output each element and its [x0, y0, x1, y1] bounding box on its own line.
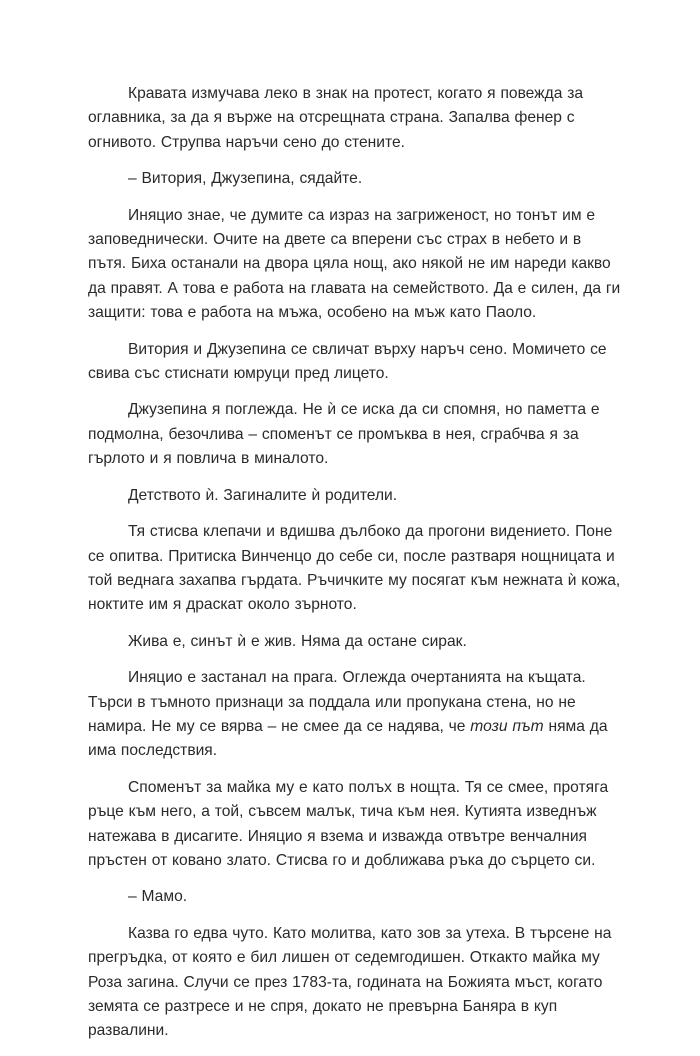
paragraph: Казва го едва чуто. Като молитва, като зов за утеха. В търсене на прегръдка, от която е бил лишен от седемгодишен. Откакто майка му Роза загина. Случи се през 1783-та, годината на Божията мъст, когато земята се разтресе и не спря, докато не превърна Баняра в куп развалини. [88, 924, 612, 1040]
paragraph-text: Иняцио е застанал на прага. Оглежда очертанията на къщата. Търси в тъмното признаци за поддала или пропукана стена, но не намира. Не му се вярва – не смее да се надява, че [88, 669, 586, 735]
paragraph: Тя стисва клепачи и вдишва дълбоко да прогони видението. Поне се опитва. Притиска Винченцо до себе си, после разтваря нощницата и той веднага захапва гърдата. Ръчичките му посягат към нежната ѝ кожа, ноктите им я драскат около зърното. [88, 523, 621, 614]
paragraph-text: няма да има последствия. [88, 717, 608, 760]
emphasized-text: този път [470, 717, 544, 735]
paragraph: Джузепина я поглежда. Не ѝ се иска да си спомня, но паметта е подмолна, безочлива – споменът се промъква в нея, сграбчва я за гърлото и я повлича в миналото. [88, 401, 600, 468]
paragraph: – Мамо. [128, 888, 188, 906]
paragraph-with-emphasis [88, 666, 623, 764]
paragraph: – Витория, Джузепина, сядайте. [128, 170, 363, 188]
paragraph: Детството ѝ. Загиналите ѝ родители. [128, 486, 398, 504]
paragraph: Витория и Джузепина се свличат върху наръч сено. Момичето се свива със стиснати юмруци пред лицето. [88, 340, 607, 383]
paragraph: Кравата измучава леко в знак на протест, когато я повежда за оглавника, за да я върже на отсрещната страна. Запалва фенер с огнивото. Струпва наръчи сено до стените. [88, 85, 584, 151]
paragraph: Иняцио знае, че думите са израз на загриженост, но тонът им е заповеднически. Очите на двете са вперени със страх в небето и в пътя. Биха останали на двора цяла нощ, ако някой не им нареди какво да правят. А това е работа на главата на семейството. Да е силен, да ги защити: това е работа на мъжа, особено на мъж като Паоло. [88, 206, 621, 322]
paragraph: Споменът за майка му е като полъх в нощта. Тя се смее, протяга ръце към него, а той, съвсем малък, тича към нея. Кутията изведнъж натежава в дисагите. Иняцио я взема и изважда отвътре венчалния пръстен от ковано злато. Стисва го и доближава ръка до сърцето си. [88, 778, 609, 869]
paragraph: Жива е, синът ѝ е жив. Няма да остане сирак. [128, 632, 467, 650]
document-page [88, 82, 623, 1056]
